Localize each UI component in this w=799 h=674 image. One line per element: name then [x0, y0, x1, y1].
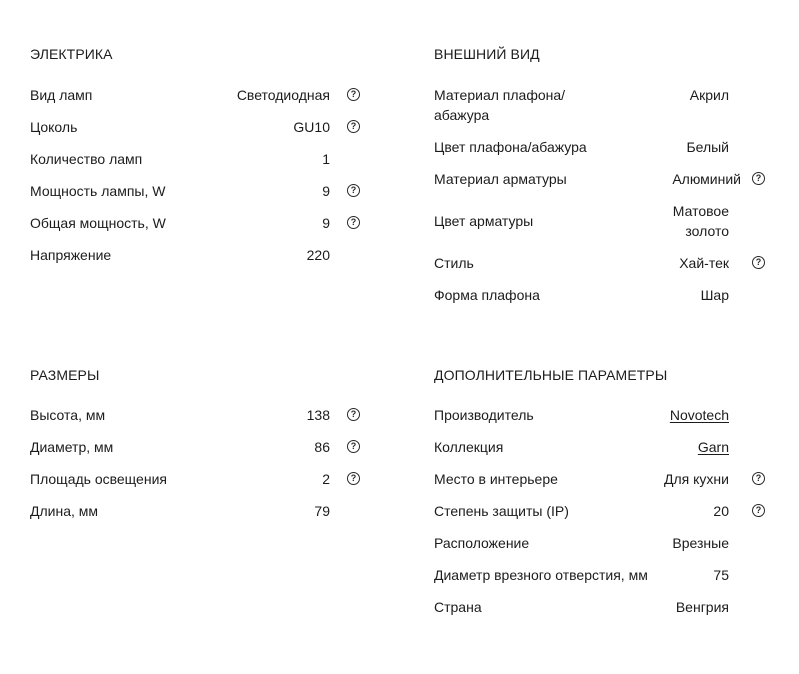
help-icon[interactable]: ?: [752, 172, 765, 185]
spec-value: 220: [306, 247, 330, 263]
spec-label: Общая мощность, W: [30, 215, 166, 231]
spec-label: Производитель: [434, 407, 534, 423]
spec-label-line: абажура: [434, 107, 490, 123]
spec-value: Венгрия: [675, 599, 729, 615]
spec-label: Вид ламп: [30, 87, 93, 103]
spec-label: [434, 85, 565, 125]
help-icon[interactable]: ?: [347, 440, 360, 453]
help-icon[interactable]: ?: [347, 120, 360, 133]
spec-value: GU10: [293, 119, 330, 135]
help-icon[interactable]: ?: [347, 216, 360, 229]
spec-label: Мощность лампы, W: [30, 183, 166, 199]
spec-label: Длина, мм: [30, 503, 99, 519]
spec-label: Диаметр, мм: [30, 439, 114, 455]
spec-label: Место в интерьере: [434, 471, 558, 487]
spec-value: Хай-тек: [679, 255, 729, 271]
collection-link[interactable]: Garn: [697, 439, 729, 455]
spec-value: [673, 201, 729, 241]
help-icon[interactable]: ?: [347, 88, 360, 101]
spec-label: Форма плафона: [434, 287, 540, 303]
spec-label: Степень защиты (IP): [434, 503, 569, 519]
help-icon[interactable]: ?: [752, 504, 765, 517]
spec-value: Алюминий: [672, 171, 741, 187]
help-icon[interactable]: ?: [347, 184, 360, 197]
spec-label: Стиль: [434, 255, 474, 271]
section-title-electric: ЭЛЕКТРИКА: [30, 46, 113, 62]
spec-label: Высота, мм: [30, 407, 106, 423]
spec-label: Количество ламп: [30, 151, 143, 167]
section-title-dimensions: РАЗМЕРЫ: [30, 367, 100, 383]
section-title-appearance: ВНЕШНИЙ ВИД: [434, 46, 540, 62]
spec-value: Белый: [686, 139, 729, 155]
manufacturer-link[interactable]: Novotech: [669, 407, 729, 423]
spec-label-line: Материал плафона/: [434, 87, 566, 103]
spec-value: 86: [314, 439, 330, 455]
spec-label: Напряжение: [30, 247, 112, 263]
spec-value: Врезные: [672, 535, 729, 551]
spec-value: 9: [322, 183, 330, 199]
spec-label: Материал арматуры: [434, 171, 567, 187]
spec-value: Шар: [700, 287, 729, 303]
spec-value: 2: [322, 471, 330, 487]
spec-label: Цоколь: [30, 119, 78, 135]
spec-label: Цвет арматуры: [434, 213, 534, 229]
spec-value: 138: [306, 407, 330, 423]
spec-label: Цвет плафона/абажура: [434, 139, 587, 155]
spec-value: 75: [713, 567, 729, 583]
help-icon[interactable]: ?: [752, 256, 765, 269]
spec-value: 1: [322, 151, 330, 167]
spec-label: Расположение: [434, 535, 530, 551]
spec-label: Страна: [434, 599, 482, 615]
spec-label: Площадь освещения: [30, 471, 167, 487]
spec-value: 9: [322, 215, 330, 231]
spec-label: Коллекция: [434, 439, 504, 455]
spec-value: 20: [713, 503, 729, 519]
spec-value-line: золото: [685, 223, 729, 239]
spec-value: Акрил: [689, 87, 729, 103]
help-icon[interactable]: ?: [347, 472, 360, 485]
spec-value: Светодиодная: [236, 87, 330, 103]
spec-label: Диаметр врезного отверстия, мм: [434, 567, 648, 583]
section-title-extra: ДОПОЛНИТЕЛЬНЫЕ ПАРАМЕТРЫ: [434, 367, 668, 383]
spec-value: Для кухни: [664, 471, 729, 487]
spec-value: 79: [314, 503, 330, 519]
spec-value-line: Матовое: [672, 203, 729, 219]
help-icon[interactable]: ?: [347, 408, 360, 421]
help-icon[interactable]: ?: [752, 472, 765, 485]
